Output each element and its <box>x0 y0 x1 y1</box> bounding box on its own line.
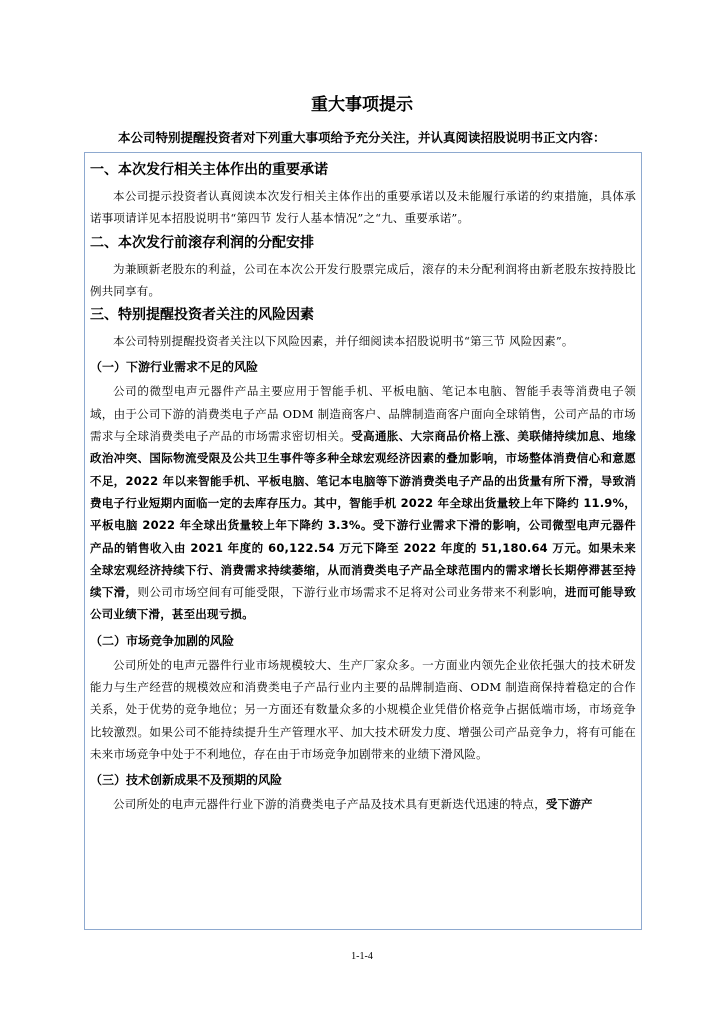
text-run: 则公司市场空间有可能受限，下游行业市场需求不足将对公司业务带来不利影响， <box>137 585 565 600</box>
notice-text: 本公司特别提醒投资者对下列重大事项给予充分关注，并认真阅读招股说明书正文内容： <box>118 130 606 145</box>
paragraph: 为兼顾新老股东的利益，公司在本次公开发行股票完成后，滚存的未分配利润将由新老股东按持股比例共同享有。 <box>90 261 636 298</box>
page-title: 重大事项提示 <box>311 95 413 115</box>
bold-text-run: 进而可能导致公司业绩下滑，甚至出现亏损。 <box>90 585 636 622</box>
text-run: 公司所处的电声元器件行业下游的消费类电子产品及技术具有更新迭代迅速的特点， <box>113 797 546 812</box>
page-number: 1-1-4 <box>351 951 373 962</box>
section-heading-profit-distribution: 二、本次发行前滚存利润的分配安排 <box>90 234 314 251</box>
subheading-innovation-risk: （三）技术创新成果不及预期的风险 <box>90 773 283 788</box>
section-heading-risk-factors: 三、特别提醒投资者关注的风险因素 <box>90 307 314 324</box>
bold-text-run: 受高通胀、大宗商品价格上涨、美联储持续加息、地缘政治冲突、国际物流受限及公共卫生事件等多种全球宏观经济因素的叠加影响，市场整体消费信心和意愿不足，2022 年以来智能手机、平板电脑、笔记本电脑等下游消费类电子产品的出货量有所下滑，导致消费电子行业短期内面临一定的去库存压力。其中，智能手机 2022 年全球出货量较上年下降约 11.9%，平板电脑 2022 年全球出货量较上年下降约 3.3%。受下游行业需求下滑的影响，公司微型电声元器件产品的销售收入由 2021 年度的 60,122.54 万元下降至 2022 年度的 51,180.64 万元。如果未来全球宏观经济持续下行、消费需求持续萎缩，从而消费类电子产品全球范围内的需求增长长期停滞甚至持续下滑， <box>90 429 636 600</box>
content-box <box>84 152 642 930</box>
paragraph <box>90 793 636 815</box>
subheading-competition-risk: （二）市场竞争加剧的风险 <box>90 633 235 648</box>
subheading-demand-risk: （一）下游行业需求不足的风险 <box>90 360 259 375</box>
section-heading-commitments: 一、本次发行相关主体作出的重要承诺 <box>90 162 328 178</box>
paragraph: 公司所处的电声元器件行业市场规模较大、生产厂家众多。一方面业内领先企业依托强大的技术研发能力与生产经营的规模效应和消费类电子产品行业内主要的品牌制造商、ODM 制造商保持着稳定的合作关系，处于优势的竞争地位；另一方面还有数量众多的小规模企业凭借价格竞争占据低端市场，市场竞争比较激烈。如果公司不能持续提升生产管理水平、加大技术研发力度、增强公司产品竞争力，将有可能在未来市场竞争中处于不利地位，存在由于市场竞争加剧带来的业绩下滑风险。 <box>90 657 636 761</box>
paragraph: 本公司特别提醒投资者关注以下风险因素，并仔细阅读本招股说明书“第三节 风险因素”。 <box>113 334 574 349</box>
bold-text-run: 受下游产 <box>545 797 593 812</box>
paragraph <box>90 380 636 625</box>
paragraph: 本公司提示投资者认真阅读本次发行相关主体作出的重要承诺以及未能履行承诺的约束措施，具体承诺事项请详见本招股说明书“第四节 发行人基本情况”之“九、重要承诺”。 <box>90 189 636 226</box>
text-run: 公司的微型电声元器件产品主要应用于智能手机、平板电脑、笔记本电脑、智能手表等消费电子领域，由于公司下游的消费类电子产品 ODM 制造商客户、品牌制造商客户面向全球销售，公司产品的市场需求与全球消费类电子产品的市场需求密切相关。 <box>90 384 636 444</box>
